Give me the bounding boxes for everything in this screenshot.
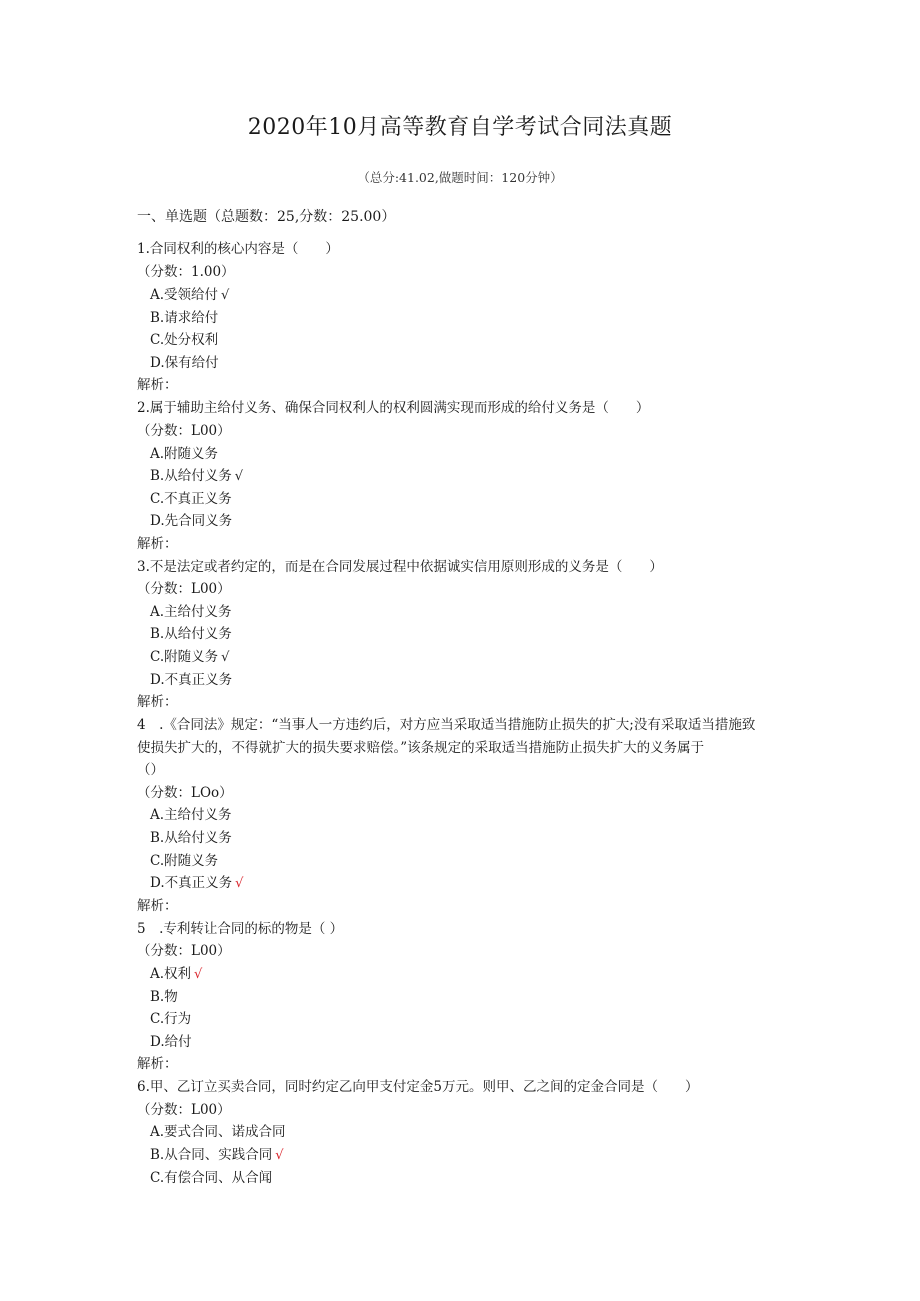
analysis-label: 解析： <box>137 898 178 914</box>
question-score: （分数：L00） <box>137 943 231 959</box>
question-stem: 2.属于辅助主给付义务、确保合同权利人的权利圆满实现而形成的给付义务是（ ） <box>137 400 650 416</box>
option-c: C.不真正义务 <box>150 491 232 507</box>
option-b: B.从合同、实践合同 √ <box>150 1147 284 1163</box>
option-a: A.权利 √ <box>150 966 203 982</box>
option-c: C.处分权利 <box>150 332 219 348</box>
correct-check-icon: √ <box>235 876 244 891</box>
question-stem: 1.合同权利的核心内容是（ ） <box>137 241 339 257</box>
option-b: B.从给付义务 <box>150 626 232 642</box>
option-d: D.给付 <box>150 1034 192 1050</box>
question-stem-line-1: 4 .《合同法》规定：“当事人一方违约后，对方应当采取适当措施防止损失的扩大;没有采取适当措施致 <box>137 717 756 733</box>
question-score: （分数：L00） <box>137 423 231 439</box>
option-d: D.先合同义务 <box>150 513 233 529</box>
analysis-label: 解析： <box>137 377 178 393</box>
correct-check-icon: √ <box>275 1148 284 1163</box>
option-c: C.附随义务 √ <box>150 649 230 665</box>
option-d: D.保有给付 <box>150 355 219 371</box>
correct-check-icon: √ <box>234 469 244 484</box>
question-score: （分数：L00） <box>137 1102 231 1118</box>
option-b: B.请求给付 <box>150 310 219 326</box>
option-a: A.主给付义务 <box>150 807 232 823</box>
question-score: （分数：L00） <box>137 581 231 597</box>
option-c: C.行为 <box>150 1011 192 1027</box>
document-title: 2020年10月高等教育自学考试合同法真题 <box>247 115 673 140</box>
document-subtitle: （总分:41.02,做题时间：120分钟） <box>357 170 563 185</box>
section-heading: 一、单选题（总题数：25,分数：25.00） <box>137 209 396 225</box>
question-score: （分数：LOo） <box>137 785 233 801</box>
option-d: D.不真正义务 <box>150 672 233 688</box>
analysis-label: 解析： <box>137 536 178 552</box>
correct-check-icon: √ <box>194 967 203 982</box>
correct-check-icon: √ <box>221 288 230 303</box>
option-b: B.从给付义务 <box>150 830 232 846</box>
question-stem: 6.甲、乙订立买卖合同，同时约定乙向甲支付定金5万元。则甲、乙之间的定金合同是（ ） <box>137 1079 699 1095</box>
analysis-label: 解析： <box>137 694 178 710</box>
question-stem: 5 .专利转让合同的标的物是（ ） <box>137 921 344 937</box>
correct-check-icon: √ <box>221 650 230 665</box>
option-c: C.有偿合同、从合闻 <box>150 1170 273 1186</box>
question-stem: 3.不是法定或者约定的，而是在合同发展过程中依据诚实信用原则形成的义务是（ ） <box>137 559 663 575</box>
option-b: B.物 <box>150 989 178 1005</box>
option-b: B.从给付义务 √ <box>150 468 244 484</box>
option-d: D.不真正义务 √ <box>150 875 244 891</box>
option-a: A.受领给付 √ <box>150 287 230 303</box>
option-c: C.附随义务 <box>150 853 219 869</box>
analysis-label: 解析： <box>137 1056 178 1072</box>
option-a: A.主给付义务 <box>150 604 232 620</box>
option-a: A.要式合同、诺成合同 <box>150 1124 286 1140</box>
question-stem-line-2: 使损失扩大的，不得就扩大的损失要求赔偿。”该条规定的采取适当措施防止损失扩大的义务属于 <box>137 740 705 756</box>
question-score: （分数：1.00） <box>137 264 235 280</box>
option-a: A.附随义务 <box>150 446 219 462</box>
question-stem-line-3: （） <box>137 762 164 778</box>
